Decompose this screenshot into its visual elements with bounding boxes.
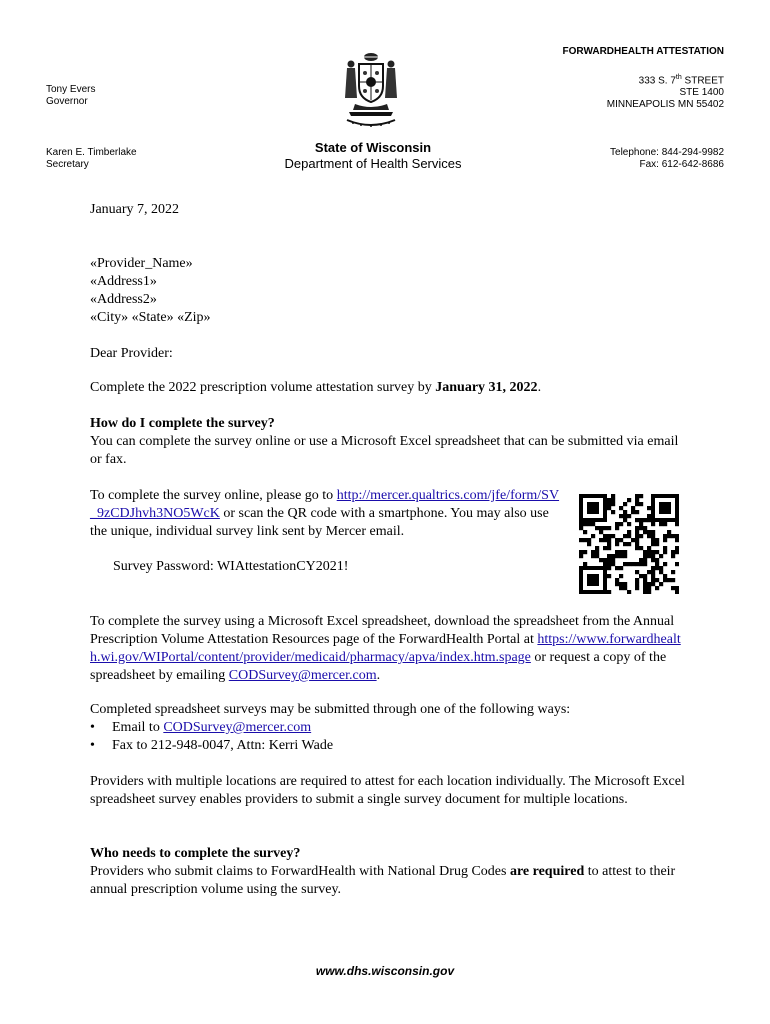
who-section: [90, 845, 690, 899]
submit-section: [90, 701, 690, 755]
telephone: Telephone: 844-294-9982: [610, 147, 724, 158]
recipient-line: «Provider_Name»: [90, 256, 193, 271]
secretary-name: Karen E. Timberlake: [46, 147, 137, 158]
list-item: • Email to CODSurvey@mercer.com: [90, 720, 312, 735]
recipient-address: [90, 255, 690, 327]
address-line-2: STE 1400: [679, 87, 724, 99]
who-heading: Who needs to complete the survey?: [90, 846, 301, 861]
recipient-line: «Address2»: [90, 292, 157, 307]
attestation-title: FORWARDHEALTH ATTESTATION: [562, 46, 724, 57]
recipient-line: «Address1»: [90, 274, 157, 289]
secretary-title: Secretary: [46, 159, 89, 170]
how-section: [90, 415, 690, 469]
online-paragraph: To complete the survey online, please go to http://mercer.qualtrics.com/jfe/form/SV_9zCDJhvh3NO5WcK or scan the QR code with a smartphone. You may also use the unique, individual survey link sent by Mercer email.: [90, 488, 560, 539]
letter-date: January 7, 2022: [90, 202, 180, 217]
qr-code-icon: [579, 494, 679, 594]
submit-intro: Completed spreadsheet surveys may be submitted through one of the following ways:: [90, 702, 571, 717]
multi-location-paragraph: Providers with multiple locations are required to attest for each location individually. The Microsoft Excel spreadsheet survey enables providers to submit a single survey document for multiple locations.: [90, 774, 685, 807]
survey-password: Survey Password: WIAttestationCY2021!: [113, 559, 349, 574]
department-name: Department of Health Services: [284, 156, 462, 171]
secretary-block: [46, 147, 137, 171]
agency-block: [270, 140, 476, 172]
fax: Fax: 612-642-8686: [639, 159, 724, 170]
portal-link[interactable]: https://www.forwardhealth.wi.gov/WIPortal/content/provider/medicaid/pharmacy/apva/index.htm.spage: [90, 632, 681, 665]
office-address: [607, 72, 724, 111]
how-heading: How do I complete the survey?: [90, 416, 275, 431]
contact-block: [610, 147, 724, 171]
recipient-line: «City» «State» «Zip»: [90, 310, 211, 325]
who-body: Providers who submit claims to ForwardHealth with National Drug Codes are required to attest to their annual prescription volume using the survey.: [90, 864, 676, 897]
deadline-date: January 31, 2022: [435, 380, 538, 395]
how-body: You can complete the survey online or use a Microsoft Excel spreadsheet that can be submitted via email or fax.: [90, 434, 679, 467]
intro-paragraph: Complete the 2022 prescription volume attestation survey by January 31, 2022.: [90, 380, 542, 395]
salutation: Dear Provider:: [90, 346, 173, 361]
address-line-3: MINNEAPOLIS MN 55402: [606, 99, 724, 111]
footer-website: www.dhs.wisconsin.gov: [315, 964, 455, 978]
governor-title: Governor: [46, 96, 88, 107]
address-line-1: 333 S. 7th STREET: [638, 74, 724, 87]
email-link[interactable]: CODSurvey@mercer.com: [228, 668, 377, 683]
submit-email-link[interactable]: CODSurvey@mercer.com: [163, 720, 312, 735]
excel-paragraph: To complete the survey using a Microsoft Excel spreadsheet, download the spreadsheet from the Annual Prescription Volume Attestation Resources page of the ForwardHealth Portal at https://www.forwardhealth.wi.gov/WIPortal/content/provider/medicaid/pharmacy/apva/index.htm.spage or request a copy of the spreadsheet by emailing CODSurvey@mercer.com.: [90, 614, 681, 683]
survey-link[interactable]: http://mercer.qualtrics.com/jfe/form/SV_9zCDJhvh3NO5WcK: [90, 488, 560, 521]
wisconsin-state-seal-icon: [341, 50, 401, 130]
governor-block: [46, 84, 95, 108]
state-name: State of Wisconsin: [314, 140, 432, 155]
submit-options: [90, 719, 690, 755]
governor-name: Tony Evers: [46, 84, 96, 95]
list-item: • Fax to 212-948-0047, Attn: Kerri Wade: [90, 738, 334, 753]
